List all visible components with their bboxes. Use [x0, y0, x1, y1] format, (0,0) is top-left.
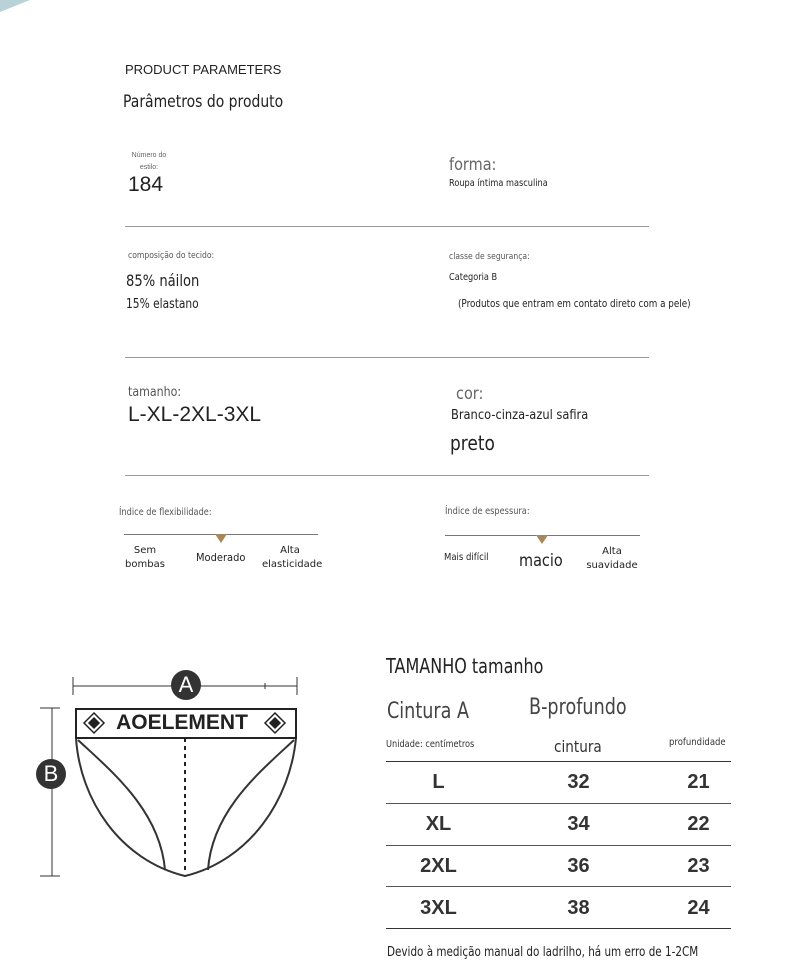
color-value-2: preto — [450, 431, 495, 455]
flex-option-1: Moderado — [196, 551, 246, 564]
thick-scale-label: Índice de espessura: — [445, 506, 530, 517]
size-cell: L — [432, 771, 445, 793]
safety-value: Categoria B — [449, 272, 498, 283]
size-value: L-XL-2XL-3XL — [128, 403, 262, 426]
flex-scale-marker-icon — [215, 534, 227, 543]
corner-decoration — [0, 0, 30, 14]
table-row — [386, 804, 731, 845]
waist-cell: 38 — [567, 897, 590, 919]
brand-logo: AOELEMENT — [116, 711, 248, 734]
style-value: 184 — [128, 173, 164, 196]
safety-label: classe de segurança: — [449, 252, 530, 262]
shape-label: forma: — [449, 155, 497, 175]
depth-cell: 22 — [687, 813, 710, 835]
unit-label: Unidade: centímetros — [386, 739, 475, 750]
flex-option-0: Sem bombas — [125, 545, 165, 570]
row-divider — [386, 886, 731, 887]
size-cell: 2XL — [420, 855, 457, 877]
marker-b: B — [36, 759, 66, 789]
waist-cell: 36 — [567, 855, 590, 877]
thick-option-1: macio — [519, 551, 563, 571]
depth-cell: 23 — [687, 855, 710, 877]
size-table-title: TAMANHO tamanho — [386, 654, 544, 678]
waist-cell: 34 — [567, 813, 590, 835]
depth-cell: 24 — [687, 897, 710, 919]
title-en: PRODUCT PARAMETERS — [125, 62, 282, 77]
size-cell: XL — [425, 813, 452, 835]
fabric-value-1: 85% náilon — [126, 271, 200, 290]
divider-2 — [125, 357, 649, 358]
title-pt: Parâmetros do produto — [123, 92, 284, 112]
size-label: tamanho: — [128, 385, 182, 400]
thick-option-2: Alta suavidade — [586, 546, 638, 571]
table-row — [386, 846, 731, 887]
color-label: cor: — [456, 384, 484, 404]
thick-scale-marker-icon — [536, 535, 548, 544]
style-label: Número do estilo: — [131, 152, 167, 171]
col-a-title: Cintura A — [387, 699, 470, 724]
fabric-value-2: 15% elastano — [126, 297, 199, 312]
color-value-1: Branco-cinza-azul safira — [451, 408, 589, 423]
shape-value: Roupa íntima masculina — [449, 178, 548, 189]
table-row — [386, 762, 731, 803]
col-b-title: B-profundo — [529, 695, 627, 720]
measurement-note: Devido à medição manual do ladrilho, há um erro de 1-2CM — [387, 945, 699, 960]
flex-scale-label: Índice de flexibilidade: — [119, 507, 212, 518]
table-row — [386, 888, 731, 929]
divider-1 — [125, 226, 649, 227]
waist-cell: 32 — [567, 771, 590, 793]
depth-cell: 21 — [687, 771, 710, 793]
marker-a: A — [171, 670, 201, 700]
col-a-sub: cintura — [554, 737, 602, 756]
divider-3 — [125, 475, 649, 476]
size-cell: 3XL — [420, 897, 457, 919]
table-bottom-border — [386, 928, 731, 929]
fabric-label: composição do tecido: — [128, 251, 215, 261]
col-b-sub: profundidade — [669, 737, 726, 748]
safety-note: (Produtos que entram em contato direto com a pele) — [458, 297, 691, 310]
thick-option-0: Mais difícil — [444, 552, 489, 563]
flex-option-2: Alta elasticidade — [262, 545, 323, 570]
